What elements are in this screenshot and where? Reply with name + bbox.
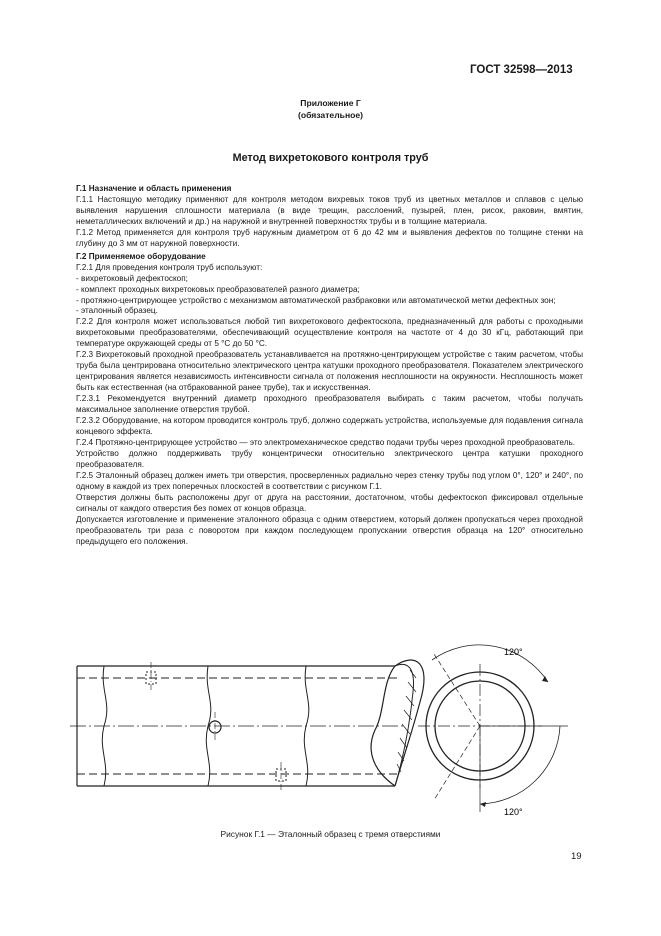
angle-label-top: 120° <box>504 647 523 657</box>
document-title: Метод вихретокового контроля труб <box>232 152 429 164</box>
tube-drawing <box>60 642 580 822</box>
page-number: 19 <box>571 851 582 862</box>
paragraph: Г.1.2 Метод применяется для контроля труб наружным диаметром от 6 до 42 мм и выявления дефектов по толщине стенки на глубину до 3 мм от наружной поверхности. <box>76 227 583 248</box>
figure-g1 <box>60 642 580 822</box>
figure-caption: Рисунок Г.1 — Эталонный образец с тремя отверстиями <box>220 829 441 839</box>
paragraph: Г.2.4 Протяжно-центрирующее устройство — это электромеханическое средство подачи трубы через проходной преобразователь. <box>76 437 576 447</box>
section-heading: Г.2 Применяемое оборудование <box>76 251 206 261</box>
paragraph: Г.1.1 Настоящую методику применяют для контроля методом вихревых токов труб из цветных металлов и сплавов с целью выявления нарушения сплошности материала (в виде трещин, расслоений, пузырей, плен, рисок, раковин, вмятин, неметаллических включений и др.) на наружной и внутренней поверхностях трубы и в толщине материала. <box>76 194 583 226</box>
paragraph: Устройство должно поддерживать трубу концентрически относительно электрического центра катушки проходного преобразователя. <box>76 448 583 469</box>
list-item: - эталонный образец. <box>76 306 158 316</box>
annex-status: (обязательное) <box>297 110 364 120</box>
paragraph: Г.2.2 Для контроля может использоваться любой тип вихретокового дефектоскопа, предназначенный для работы с проходными вихретоковыми преобразователями, обеспечивающий осуществление контроля на частоте от 4 до 30 кГц, работающий при температуре окружающей среды от 5 °С до 50 °С. <box>76 317 583 349</box>
list-item: - комплект проходных вихретоковых преобразователей разного диаметра; <box>76 284 360 294</box>
paragraph: Г.2.1 Для проведения контроля труб используют: <box>76 262 263 272</box>
paragraph: Допускается изготовление и применение эталонного образца с одним отверстием, который должен пропускаться через проходной преобразователь три раза с поворотом при каждом последующем пропускании отверстия образца на 120° относительно предыдущего его положения. <box>76 514 583 546</box>
paragraph: Отверстия должны быть расположены друг от друга на расстоянии, достаточном, чтобы дефектоскоп фиксировал отдельные сигналы от каждого отверстия без помех от концов образца. <box>76 492 583 513</box>
document-body <box>76 182 583 547</box>
list-item: - протяжно-центрирующее устройство с механизмом автоматической разбраковки или автоматической метки дефектных зон; <box>76 295 556 305</box>
angle-label-bottom: 120° <box>504 807 523 817</box>
paragraph: Г.2.3.1 Рекомендуется внутренний диаметр проходного преобразователя выбирать с таким расчетом, чтобы получать максимальное заполнение отверстия трубой. <box>76 394 583 415</box>
paragraph: Г.2.5 Эталонный образец должен иметь три отверстия, просверленных радиально через стенку трубы под углом 0°, 120° и 240°, по одному в каждой из трех поперечных плоскостей в соответствии с рисунком Г.1. <box>76 470 583 491</box>
annex-title: Приложение Г <box>300 98 361 108</box>
paragraph: Г.2.3.2 Оборудование, на котором проводится контроль труб, должно содержать устройства, используемые для подавления сигнала концевого эффекта. <box>76 416 583 436</box>
list-item: - вихретоковый дефектоскоп; <box>76 273 188 283</box>
section-heading: Г.1 Назначение и область применения <box>76 184 232 193</box>
standard-header: ГОСТ 32598—2013 <box>470 64 573 76</box>
paragraph: Г.2.3 Вихретоковый проходной преобразователь устанавливается на протяжно-центрирующем устройстве с таким расчетом, чтобы труба была центрирована относительно электрического центра катушки проходного преобразователя. Показателем электрического центрирования является независимость интенсивности сигнала от положения несплошности на окружности. Несплошность может быть как естественная (на отбракованной ранее трубе), так и искусственная. <box>76 350 583 393</box>
